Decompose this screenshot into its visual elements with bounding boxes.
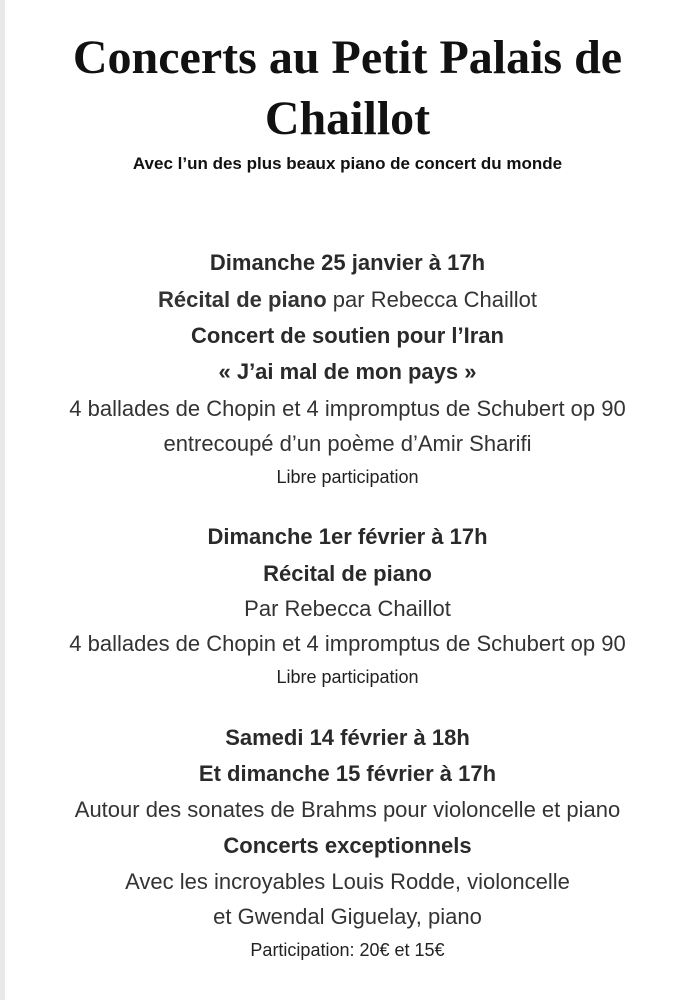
- event-1-program-detail: entrecoupé d’un poème d’Amir Sharifi: [163, 431, 532, 456]
- page-title-line-1: Concerts au Petit Palais de: [72, 31, 623, 84]
- event-1-program: 4 ballades de Chopin et 4 impromptus de Schubert op 90: [69, 396, 626, 421]
- event-1-date: Dimanche 25 janvier à 17h: [209, 250, 486, 275]
- event-1-performer: par Rebecca Chaillot: [326, 287, 538, 312]
- event-2-performer: Par Rebecca Chaillot: [244, 596, 451, 621]
- event-1-cause: Concert de soutien pour l’Iran: [191, 323, 504, 348]
- event-3-performers-2: et Gwendal Giguelay, piano: [213, 904, 482, 929]
- event-1-tagline: « J’ai mal de mon pays »: [218, 359, 477, 384]
- event-1-type: [0, 289, 695, 311]
- event-1-participation: Libre participation: [276, 467, 419, 487]
- page-title-line-2: Chaillot: [264, 92, 431, 145]
- event-3-participation: Participation: 20€ et 15€: [250, 940, 445, 960]
- event-2-participation: Libre participation: [276, 667, 419, 687]
- page-subtitle: Avec l’un des plus beaux piano de concert du monde: [132, 154, 563, 173]
- event-3-program: Autour des sonates de Brahms pour violoncelle et piano: [74, 797, 621, 822]
- event-2-date: Dimanche 1er février à 17h: [207, 524, 488, 549]
- event-3-type: Concerts exceptionnels: [223, 833, 472, 858]
- event-2-program: 4 ballades de Chopin et 4 impromptus de Schubert op 90: [69, 631, 626, 656]
- event-2-type: Récital de piano: [263, 561, 432, 586]
- event-3-date: Samedi 14 février à 18h: [225, 725, 470, 750]
- event-1-type-label: Récital de piano: [157, 287, 327, 312]
- event-3-performers: Avec les incroyables Louis Rodde, violoncelle: [125, 869, 570, 894]
- event-3-date-2: Et dimanche 15 février à 17h: [198, 761, 497, 786]
